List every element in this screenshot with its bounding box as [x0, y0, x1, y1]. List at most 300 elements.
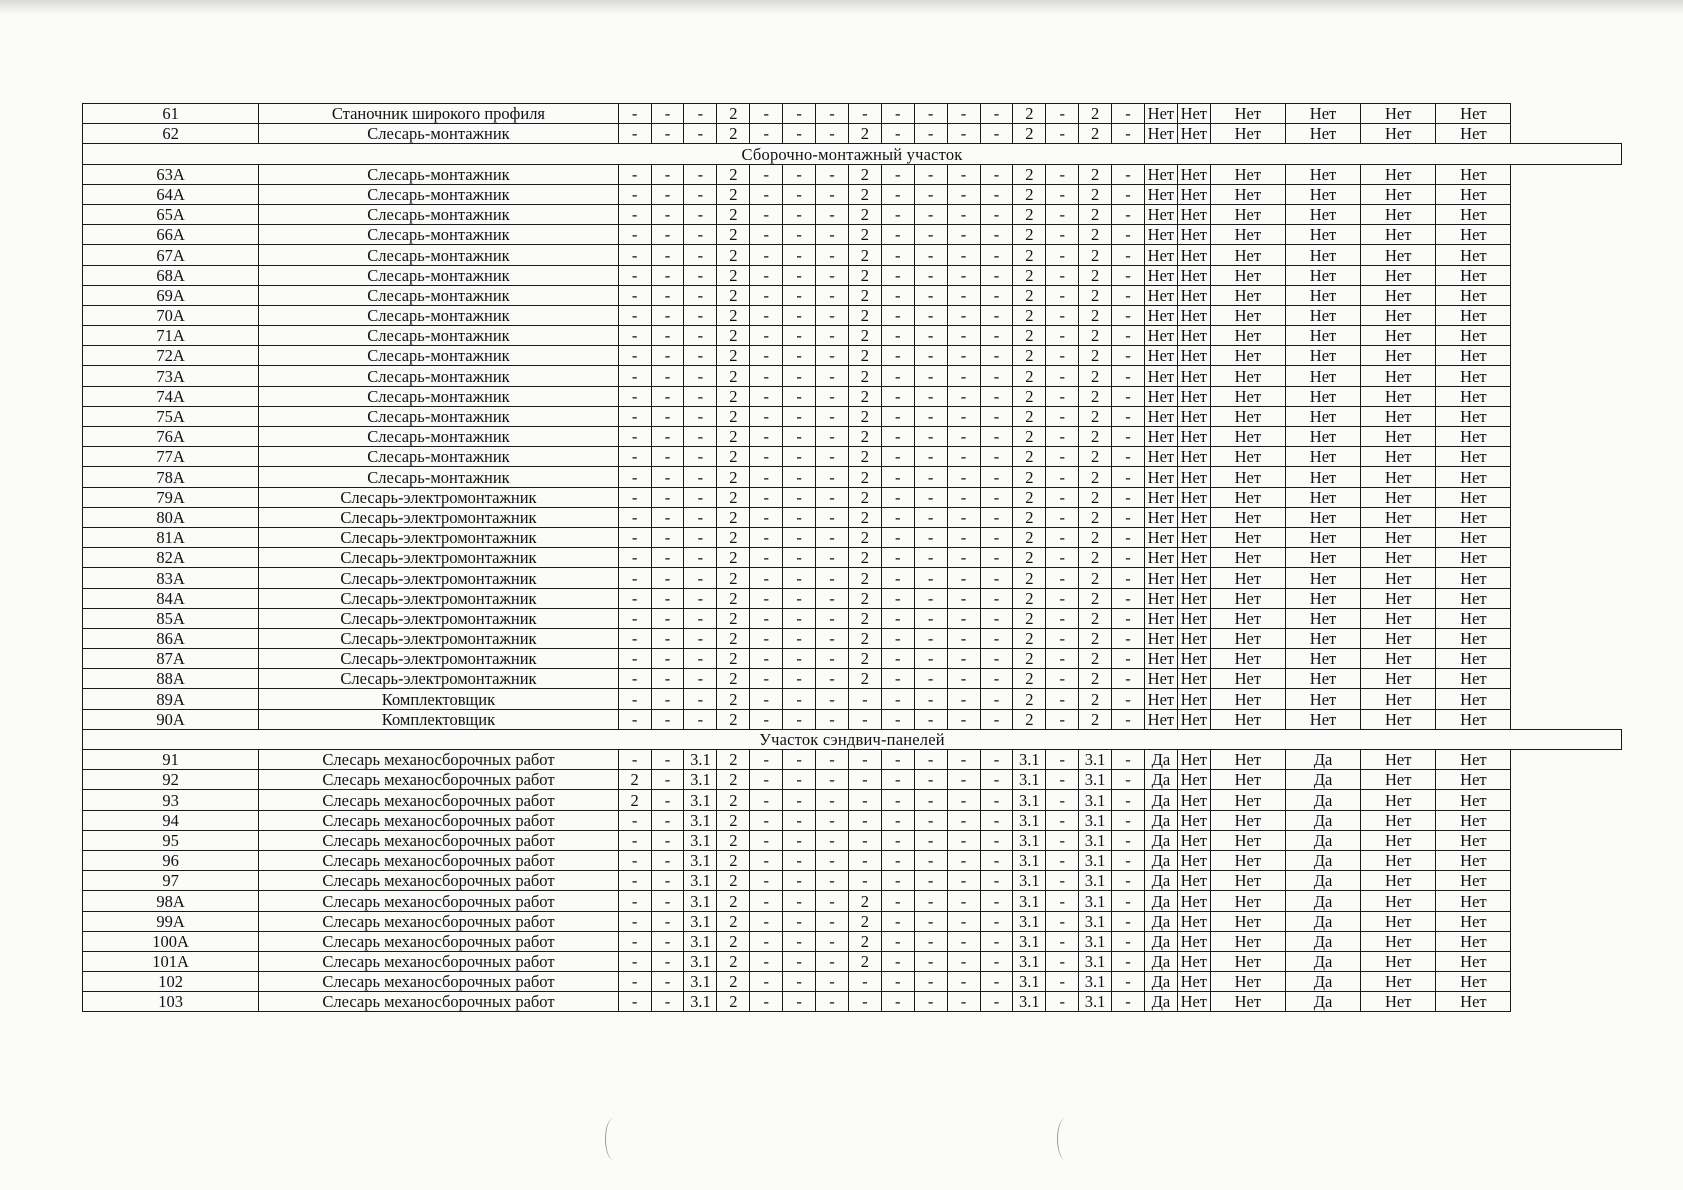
- yes-no-cell: Нет: [1144, 447, 1177, 467]
- yes-no-cell: Нет: [1177, 588, 1210, 608]
- class-value-cell: -: [914, 628, 947, 648]
- class-value-cell: -: [618, 871, 651, 891]
- yes-no-cell: Нет: [1177, 669, 1210, 689]
- class-value-cell: -: [816, 487, 849, 507]
- job-title-cell: Слесарь механосборочных работ: [259, 810, 618, 830]
- class-value-cell: 2: [717, 951, 750, 971]
- class-value-cell: -: [750, 649, 783, 669]
- job-title-cell: Комплектовщик: [259, 709, 618, 729]
- class-value-cell: 2: [717, 124, 750, 144]
- job-title-cell: Слесарь механосборочных работ: [259, 790, 618, 810]
- yes-no-cell: Нет: [1177, 104, 1210, 124]
- class-value-cell: -: [980, 992, 1013, 1012]
- class-value-cell: -: [750, 487, 783, 507]
- class-value-cell: 3.1: [1079, 992, 1112, 1012]
- workplace-number-cell: 100А: [83, 931, 259, 951]
- class-value-cell: 2: [1013, 608, 1046, 628]
- class-value-cell: -: [783, 669, 816, 689]
- class-value-cell: -: [816, 790, 849, 810]
- class-value-cell: -: [618, 245, 651, 265]
- scan-edge-shadow: [0, 0, 1683, 14]
- class-value-cell: -: [947, 891, 980, 911]
- class-value-cell: -: [651, 992, 684, 1012]
- class-value-cell: -: [618, 204, 651, 224]
- class-value-cell: -: [816, 104, 849, 124]
- class-value-cell: 2: [717, 891, 750, 911]
- yes-no-cell: Нет: [1436, 386, 1511, 406]
- yes-no-cell: Нет: [1361, 608, 1436, 628]
- class-value-cell: -: [783, 608, 816, 628]
- class-value-cell: 2: [717, 285, 750, 305]
- class-value-cell: -: [881, 467, 914, 487]
- yes-no-cell: Да: [1285, 770, 1360, 790]
- class-value-cell: -: [816, 588, 849, 608]
- yes-no-cell: Нет: [1285, 689, 1360, 709]
- job-title-cell: Слесарь-монтажник: [259, 427, 618, 447]
- yes-no-cell: Нет: [1144, 124, 1177, 144]
- class-value-cell: -: [1046, 467, 1079, 487]
- class-value-cell: 2: [1013, 406, 1046, 426]
- class-value-cell: -: [651, 427, 684, 447]
- yes-no-cell: Нет: [1436, 669, 1511, 689]
- class-value-cell: -: [881, 285, 914, 305]
- workplace-number-cell: 77А: [83, 447, 259, 467]
- class-value-cell: -: [1112, 487, 1145, 507]
- yes-no-cell: Нет: [1361, 972, 1436, 992]
- class-value-cell: -: [750, 326, 783, 346]
- section-title: Участок сэндвич-панелей: [83, 729, 1622, 749]
- class-value-cell: -: [881, 527, 914, 547]
- workplace-number-cell: 73А: [83, 366, 259, 386]
- class-value-cell: -: [1112, 164, 1145, 184]
- class-value-cell: 2: [717, 608, 750, 628]
- class-value-cell: -: [618, 406, 651, 426]
- yes-no-cell: Нет: [1361, 750, 1436, 770]
- class-value-cell: 2: [717, 326, 750, 346]
- yes-no-cell: Нет: [1210, 669, 1285, 689]
- workplace-number-cell: 86А: [83, 628, 259, 648]
- class-value-cell: -: [816, 265, 849, 285]
- class-value-cell: 3.1: [1079, 790, 1112, 810]
- class-value-cell: -: [1112, 366, 1145, 386]
- class-value-cell: 2: [1079, 548, 1112, 568]
- table-row: [83, 104, 1622, 124]
- workplace-number-cell: 92: [83, 770, 259, 790]
- class-value-cell: -: [750, 245, 783, 265]
- class-value-cell: -: [783, 972, 816, 992]
- workplace-assessment-table: [82, 103, 1622, 1012]
- class-value-cell: 2: [1013, 305, 1046, 325]
- class-value-cell: -: [914, 548, 947, 568]
- class-value-cell: 3.1: [1079, 931, 1112, 951]
- class-value-cell: -: [816, 548, 849, 568]
- class-value-cell: 2: [848, 305, 881, 325]
- class-value-cell: -: [684, 588, 717, 608]
- yes-no-cell: Нет: [1436, 487, 1511, 507]
- workplace-number-cell: 76А: [83, 427, 259, 447]
- class-value-cell: 2: [717, 487, 750, 507]
- yes-no-cell: Да: [1144, 790, 1177, 810]
- yes-no-cell: Нет: [1177, 406, 1210, 426]
- class-value-cell: -: [684, 104, 717, 124]
- yes-no-cell: Нет: [1436, 628, 1511, 648]
- class-value-cell: -: [914, 164, 947, 184]
- class-value-cell: -: [947, 285, 980, 305]
- class-value-cell: -: [848, 972, 881, 992]
- yes-no-cell: Да: [1144, 972, 1177, 992]
- class-value-cell: -: [914, 285, 947, 305]
- class-value-cell: -: [1046, 628, 1079, 648]
- class-value-cell: 2: [1013, 669, 1046, 689]
- yes-no-cell: Нет: [1210, 305, 1285, 325]
- class-value-cell: -: [947, 164, 980, 184]
- yes-no-cell: Нет: [1177, 386, 1210, 406]
- yes-no-cell: Нет: [1210, 871, 1285, 891]
- class-value-cell: -: [1046, 427, 1079, 447]
- yes-no-cell: Нет: [1177, 527, 1210, 547]
- class-value-cell: -: [980, 487, 1013, 507]
- class-value-cell: -: [1046, 669, 1079, 689]
- class-value-cell: -: [783, 568, 816, 588]
- class-value-cell: 3.1: [1013, 810, 1046, 830]
- class-value-cell: -: [684, 649, 717, 669]
- class-value-cell: -: [651, 669, 684, 689]
- class-value-cell: -: [881, 931, 914, 951]
- class-value-cell: -: [618, 992, 651, 1012]
- class-value-cell: -: [881, 225, 914, 245]
- class-value-cell: -: [651, 830, 684, 850]
- workplace-number-cell: 80А: [83, 507, 259, 527]
- class-value-cell: -: [947, 770, 980, 790]
- class-value-cell: -: [816, 447, 849, 467]
- class-value-cell: -: [618, 568, 651, 588]
- class-value-cell: -: [783, 649, 816, 669]
- class-value-cell: -: [816, 527, 849, 547]
- class-value-cell: -: [1046, 992, 1079, 1012]
- class-value-cell: -: [980, 164, 1013, 184]
- table-row: [83, 305, 1622, 325]
- yes-no-cell: Нет: [1285, 487, 1360, 507]
- class-value-cell: -: [980, 810, 1013, 830]
- class-value-cell: 2: [848, 649, 881, 669]
- class-value-cell: -: [618, 164, 651, 184]
- class-value-cell: -: [914, 447, 947, 467]
- class-value-cell: 2: [618, 770, 651, 790]
- class-value-cell: -: [1046, 124, 1079, 144]
- workplace-number-cell: 75А: [83, 406, 259, 426]
- class-value-cell: -: [651, 649, 684, 669]
- class-value-cell: -: [783, 346, 816, 366]
- class-value-cell: -: [651, 951, 684, 971]
- yes-no-cell: Нет: [1177, 225, 1210, 245]
- yes-no-cell: Нет: [1285, 427, 1360, 447]
- class-value-cell: -: [947, 689, 980, 709]
- yes-no-cell: Нет: [1285, 104, 1360, 124]
- yes-no-cell: Нет: [1210, 225, 1285, 245]
- class-value-cell: 2: [848, 891, 881, 911]
- class-value-cell: -: [1112, 346, 1145, 366]
- yes-no-cell: Нет: [1285, 124, 1360, 144]
- class-value-cell: 2: [1079, 346, 1112, 366]
- class-value-cell: -: [750, 992, 783, 1012]
- class-value-cell: -: [618, 830, 651, 850]
- class-value-cell: -: [980, 265, 1013, 285]
- class-value-cell: -: [980, 386, 1013, 406]
- workplace-number-cell: 87А: [83, 649, 259, 669]
- yes-no-cell: Нет: [1210, 951, 1285, 971]
- table-row: [83, 649, 1622, 669]
- class-value-cell: -: [1046, 487, 1079, 507]
- workplace-number-cell: 89А: [83, 689, 259, 709]
- class-value-cell: 2: [1013, 204, 1046, 224]
- class-value-cell: -: [881, 669, 914, 689]
- class-value-cell: -: [618, 346, 651, 366]
- yes-no-cell: Нет: [1144, 427, 1177, 447]
- class-value-cell: 2: [1013, 467, 1046, 487]
- class-value-cell: -: [947, 850, 980, 870]
- class-value-cell: -: [848, 689, 881, 709]
- class-value-cell: -: [651, 790, 684, 810]
- class-value-cell: -: [651, 608, 684, 628]
- yes-no-cell: Нет: [1210, 406, 1285, 426]
- class-value-cell: -: [651, 225, 684, 245]
- class-value-cell: -: [1112, 871, 1145, 891]
- yes-no-cell: Да: [1144, 810, 1177, 830]
- workplace-number-cell: 64А: [83, 184, 259, 204]
- yes-no-cell: Нет: [1436, 124, 1511, 144]
- yes-no-cell: Нет: [1144, 487, 1177, 507]
- yes-no-cell: Нет: [1436, 245, 1511, 265]
- yes-no-cell: Нет: [1210, 164, 1285, 184]
- class-value-cell: -: [651, 326, 684, 346]
- class-value-cell: -: [618, 951, 651, 971]
- class-value-cell: -: [980, 891, 1013, 911]
- class-value-cell: -: [750, 568, 783, 588]
- yes-no-cell: Нет: [1285, 709, 1360, 729]
- yes-no-cell: Нет: [1361, 184, 1436, 204]
- yes-no-cell: Нет: [1361, 770, 1436, 790]
- yes-no-cell: Нет: [1436, 164, 1511, 184]
- yes-no-cell: Нет: [1144, 305, 1177, 325]
- class-value-cell: -: [914, 568, 947, 588]
- class-value-cell: 2: [1079, 184, 1112, 204]
- class-value-cell: -: [1112, 386, 1145, 406]
- class-value-cell: -: [783, 265, 816, 285]
- class-value-cell: 2: [1013, 447, 1046, 467]
- class-value-cell: -: [980, 608, 1013, 628]
- table-row: [83, 366, 1622, 386]
- class-value-cell: 3.1: [1079, 770, 1112, 790]
- class-value-cell: -: [881, 850, 914, 870]
- yes-no-cell: Нет: [1144, 467, 1177, 487]
- yes-no-cell: Нет: [1210, 568, 1285, 588]
- class-value-cell: -: [881, 709, 914, 729]
- job-title-cell: Слесарь механосборочных работ: [259, 770, 618, 790]
- class-value-cell: -: [816, 911, 849, 931]
- table-row: [83, 406, 1622, 426]
- yes-no-cell: Нет: [1144, 689, 1177, 709]
- class-value-cell: 2: [1013, 184, 1046, 204]
- table-row: [83, 790, 1622, 810]
- yes-no-cell: Нет: [1285, 204, 1360, 224]
- workplace-number-cell: 91: [83, 750, 259, 770]
- class-value-cell: -: [947, 608, 980, 628]
- table-row: [83, 588, 1622, 608]
- class-value-cell: -: [750, 548, 783, 568]
- class-value-cell: -: [618, 447, 651, 467]
- class-value-cell: -: [783, 709, 816, 729]
- class-value-cell: 2: [717, 104, 750, 124]
- yes-no-cell: Да: [1144, 750, 1177, 770]
- class-value-cell: -: [947, 790, 980, 810]
- class-value-cell: 3.1: [1013, 891, 1046, 911]
- yes-no-cell: Нет: [1210, 588, 1285, 608]
- class-value-cell: -: [651, 386, 684, 406]
- class-value-cell: -: [816, 507, 849, 527]
- yes-no-cell: Нет: [1144, 366, 1177, 386]
- class-value-cell: -: [947, 649, 980, 669]
- workplace-number-cell: 68А: [83, 265, 259, 285]
- class-value-cell: -: [684, 467, 717, 487]
- yes-no-cell: Нет: [1361, 285, 1436, 305]
- class-value-cell: 2: [717, 992, 750, 1012]
- class-value-cell: 3.1: [1013, 871, 1046, 891]
- section-title: Сборочно-монтажный участок: [83, 144, 1622, 164]
- class-value-cell: -: [1046, 588, 1079, 608]
- class-value-cell: 2: [717, 770, 750, 790]
- job-title-cell: Слесарь-электромонтажник: [259, 608, 618, 628]
- class-value-cell: -: [980, 709, 1013, 729]
- class-value-cell: -: [1046, 689, 1079, 709]
- class-value-cell: 2: [717, 406, 750, 426]
- job-title-cell: Слесарь-электромонтажник: [259, 568, 618, 588]
- class-value-cell: -: [1046, 285, 1079, 305]
- yes-no-cell: Нет: [1361, 386, 1436, 406]
- class-value-cell: -: [618, 689, 651, 709]
- class-value-cell: 2: [1013, 285, 1046, 305]
- job-title-cell: Слесарь-электромонтажник: [259, 649, 618, 669]
- class-value-cell: -: [914, 305, 947, 325]
- class-value-cell: -: [750, 628, 783, 648]
- class-value-cell: -: [1046, 527, 1079, 547]
- class-value-cell: -: [684, 245, 717, 265]
- class-value-cell: -: [848, 850, 881, 870]
- class-value-cell: -: [1046, 245, 1079, 265]
- class-value-cell: -: [947, 527, 980, 547]
- class-value-cell: -: [881, 568, 914, 588]
- class-value-cell: -: [750, 790, 783, 810]
- class-value-cell: 2: [717, 709, 750, 729]
- class-value-cell: 2: [717, 427, 750, 447]
- class-value-cell: -: [684, 326, 717, 346]
- workplace-number-cell: 67А: [83, 245, 259, 265]
- yes-no-cell: Нет: [1210, 709, 1285, 729]
- yes-no-cell: Нет: [1210, 507, 1285, 527]
- class-value-cell: 3.1: [1013, 911, 1046, 931]
- class-value-cell: 2: [848, 124, 881, 144]
- class-value-cell: -: [651, 810, 684, 830]
- class-value-cell: -: [980, 972, 1013, 992]
- class-value-cell: -: [816, 689, 849, 709]
- yes-no-cell: Нет: [1436, 850, 1511, 870]
- class-value-cell: -: [1046, 447, 1079, 467]
- yes-no-cell: Нет: [1436, 830, 1511, 850]
- class-value-cell: -: [618, 184, 651, 204]
- class-value-cell: 2: [717, 245, 750, 265]
- yes-no-cell: Да: [1144, 850, 1177, 870]
- class-value-cell: -: [914, 972, 947, 992]
- class-value-cell: -: [881, 386, 914, 406]
- yes-no-cell: Нет: [1436, 346, 1511, 366]
- class-value-cell: -: [750, 911, 783, 931]
- class-value-cell: -: [816, 992, 849, 1012]
- class-value-cell: -: [1112, 790, 1145, 810]
- class-value-cell: -: [816, 568, 849, 588]
- yes-no-cell: Нет: [1177, 750, 1210, 770]
- class-value-cell: 2: [717, 305, 750, 325]
- job-title-cell: Слесарь механосборочных работ: [259, 750, 618, 770]
- class-value-cell: -: [816, 366, 849, 386]
- yes-no-cell: Нет: [1361, 427, 1436, 447]
- yes-no-cell: Нет: [1177, 124, 1210, 144]
- class-value-cell: -: [783, 164, 816, 184]
- class-value-cell: 2: [848, 911, 881, 931]
- class-value-cell: -: [816, 628, 849, 648]
- class-value-cell: 2: [717, 931, 750, 951]
- class-value-cell: -: [684, 568, 717, 588]
- class-value-cell: -: [750, 204, 783, 224]
- class-value-cell: 2: [1013, 628, 1046, 648]
- class-value-cell: -: [651, 871, 684, 891]
- class-value-cell: -: [783, 447, 816, 467]
- class-value-cell: -: [783, 810, 816, 830]
- class-value-cell: 2: [1079, 265, 1112, 285]
- class-value-cell: -: [783, 487, 816, 507]
- yes-no-cell: Нет: [1361, 265, 1436, 285]
- yes-no-cell: Нет: [1144, 507, 1177, 527]
- yes-no-cell: Нет: [1436, 871, 1511, 891]
- class-value-cell: -: [848, 871, 881, 891]
- class-value-cell: 2: [848, 427, 881, 447]
- class-value-cell: -: [881, 891, 914, 911]
- workplace-number-cell: 74А: [83, 386, 259, 406]
- class-value-cell: -: [980, 184, 1013, 204]
- class-value-cell: -: [947, 467, 980, 487]
- yes-no-cell: Нет: [1144, 104, 1177, 124]
- job-title-cell: Слесарь-монтажник: [259, 406, 618, 426]
- class-value-cell: -: [651, 527, 684, 547]
- yes-no-cell: Нет: [1361, 406, 1436, 426]
- yes-no-cell: Да: [1285, 750, 1360, 770]
- class-value-cell: -: [881, 164, 914, 184]
- class-value-cell: 2: [1079, 467, 1112, 487]
- class-value-cell: -: [947, 548, 980, 568]
- class-value-cell: 2: [848, 366, 881, 386]
- class-value-cell: -: [1112, 447, 1145, 467]
- class-value-cell: -: [947, 204, 980, 224]
- class-value-cell: -: [980, 447, 1013, 467]
- class-value-cell: -: [750, 689, 783, 709]
- class-value-cell: -: [914, 830, 947, 850]
- class-value-cell: -: [1046, 164, 1079, 184]
- class-value-cell: -: [618, 285, 651, 305]
- class-value-cell: -: [1046, 104, 1079, 124]
- class-value-cell: 3.1: [684, 891, 717, 911]
- class-value-cell: -: [750, 850, 783, 870]
- workplace-number-cell: 88А: [83, 669, 259, 689]
- class-value-cell: -: [980, 548, 1013, 568]
- class-value-cell: -: [914, 649, 947, 669]
